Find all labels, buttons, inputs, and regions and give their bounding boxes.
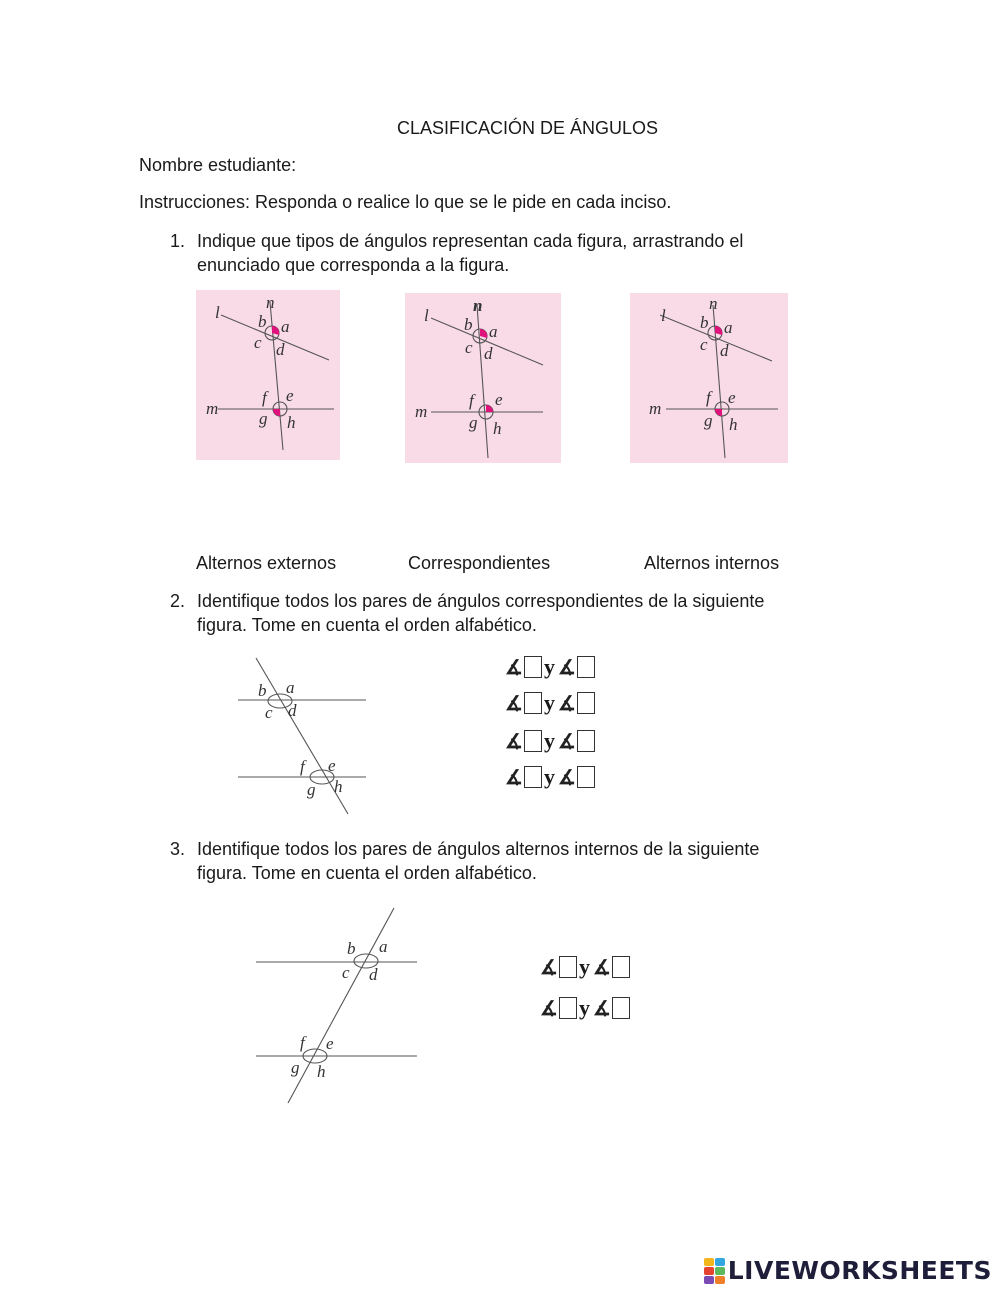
q2-text-line1: Identifique todos los pares de ángulos correspondientes de la siguiente xyxy=(197,591,765,611)
liveworksheets-logo-icon xyxy=(704,1258,725,1284)
figure-q3 xyxy=(250,905,425,1110)
svg-text:d: d xyxy=(484,344,493,363)
q2-answer-2b[interactable] xyxy=(577,692,595,714)
svg-text:m: m xyxy=(206,399,219,418)
q3-text-line1: Identifique todos los pares de ángulos alternos internos de la siguiente xyxy=(197,839,760,859)
svg-text:l: l xyxy=(215,303,220,322)
svg-text:f: f xyxy=(300,1033,305,1052)
angle-icon: ∡ xyxy=(557,766,576,789)
q2-answer-3b[interactable] xyxy=(577,730,595,752)
q2-text-line2: figura. Tome en cuenta el orden alfabético. xyxy=(197,615,537,635)
student-name-label: Nombre estudiante: xyxy=(139,155,297,175)
q3-answer-2b[interactable] xyxy=(612,997,630,1019)
svg-text:c: c xyxy=(254,333,262,352)
angle-icon: ∡ xyxy=(592,956,611,979)
q2-answer-2a[interactable] xyxy=(524,692,542,714)
brand-name: LIVEWORKSHEETS xyxy=(727,1256,992,1285)
svg-text:b: b xyxy=(347,939,356,958)
figure-1b[interactable] xyxy=(405,293,561,463)
q2-answer-4b[interactable] xyxy=(577,766,595,788)
svg-text:h: h xyxy=(334,777,343,796)
q1-text-line2: enunciado que corresponda a la figura. xyxy=(197,255,510,275)
q3-number: 3. xyxy=(169,839,185,859)
svg-text:e: e xyxy=(728,388,736,407)
svg-text:e: e xyxy=(495,390,503,409)
figure-q2 xyxy=(230,652,375,817)
svg-text:e: e xyxy=(286,386,294,405)
q2-answer-1b[interactable] xyxy=(577,656,595,678)
angle-icon: ∡ xyxy=(557,656,576,679)
svg-text:f: f xyxy=(262,388,267,407)
angle-icon: ∡ xyxy=(505,692,523,715)
svg-text:a: a xyxy=(286,678,295,697)
svg-text:h: h xyxy=(493,419,502,438)
svg-text:c: c xyxy=(265,703,273,722)
svg-text:a: a xyxy=(489,322,498,341)
svg-text:c: c xyxy=(700,335,708,354)
q2-answer-4a[interactable] xyxy=(524,766,542,788)
svg-text:d: d xyxy=(720,341,729,360)
angle-icon: ∡ xyxy=(540,997,558,1020)
svg-text:g: g xyxy=(307,780,316,799)
svg-text:g: g xyxy=(291,1058,300,1077)
svg-text:m: m xyxy=(415,402,428,421)
svg-text:l: l xyxy=(661,306,666,325)
svg-text:g: g xyxy=(259,409,268,428)
svg-text:n: n xyxy=(473,296,483,315)
q3-answer-row: ∡ y ∡ xyxy=(540,995,632,1021)
svg-text:h: h xyxy=(287,413,296,432)
svg-text:g: g xyxy=(469,413,478,432)
q2-answer-3a[interactable] xyxy=(524,730,542,752)
svg-text:h: h xyxy=(729,415,738,434)
q1-text-line1: Indique que tipos de ángulos representan cada figura, arrastrando el xyxy=(197,231,744,251)
q3-answer-row: ∡ y ∡ xyxy=(540,954,632,980)
svg-text:n: n xyxy=(709,294,718,313)
q2-answer-row: ∡ y ∡ xyxy=(505,654,597,680)
svg-text:a: a xyxy=(379,937,388,956)
svg-text:f: f xyxy=(469,391,474,410)
svg-text:c: c xyxy=(465,338,473,357)
q2-number: 2. xyxy=(169,591,185,611)
page-title: CLASIFICACIÓN DE ÁNGULOS xyxy=(396,118,659,138)
svg-text:b: b xyxy=(700,313,709,332)
q3-text-line2: figura. Tome en cuenta el orden alfabético. xyxy=(197,863,537,883)
q2-answer-row: ∡ y ∡ xyxy=(505,690,597,716)
svg-text:e: e xyxy=(326,1034,334,1053)
q3-answer-1a[interactable] xyxy=(559,956,577,978)
svg-text:b: b xyxy=(258,312,267,331)
svg-text:d: d xyxy=(276,340,285,359)
q2-answer-row: ∡ y ∡ xyxy=(505,764,597,790)
svg-text:b: b xyxy=(258,681,267,700)
angle-icon: ∡ xyxy=(505,766,523,789)
angle-icon: ∡ xyxy=(557,692,576,715)
q3-answer-2a[interactable] xyxy=(559,997,577,1019)
svg-text:e: e xyxy=(328,756,336,775)
svg-text:a: a xyxy=(281,317,290,336)
svg-text:l: l xyxy=(424,306,429,325)
figure-1c[interactable] xyxy=(630,293,788,463)
svg-text:g: g xyxy=(704,411,713,430)
q3-answer-1b[interactable] xyxy=(612,956,630,978)
q2-answer-row: ∡ y ∡ xyxy=(505,728,597,754)
svg-text:b: b xyxy=(464,315,473,334)
svg-text:d: d xyxy=(288,701,297,720)
option-correspondientes[interactable]: Correspondientes xyxy=(408,553,551,573)
svg-text:f: f xyxy=(706,388,711,407)
angle-icon: ∡ xyxy=(557,730,576,753)
svg-text:n: n xyxy=(266,293,275,312)
q2-answer-1a[interactable] xyxy=(524,656,542,678)
option-alternos-externos[interactable]: Alternos externos xyxy=(196,553,337,573)
figure-1a[interactable] xyxy=(196,290,340,460)
svg-text:a: a xyxy=(724,318,733,337)
svg-text:h: h xyxy=(317,1062,326,1081)
liveworksheets-logo xyxy=(704,1256,992,1285)
angle-icon: ∡ xyxy=(505,656,523,679)
angle-icon: ∡ xyxy=(540,956,558,979)
svg-text:c: c xyxy=(342,963,350,982)
q1-number: 1. xyxy=(169,231,185,251)
svg-text:m: m xyxy=(649,399,662,418)
option-alternos-internos[interactable]: Alternos internos xyxy=(644,553,780,573)
svg-text:f: f xyxy=(300,757,305,776)
angle-icon: ∡ xyxy=(505,730,523,753)
instructions-text: Instrucciones: Responda o realice lo que se le pide en cada inciso. xyxy=(139,192,672,212)
svg-text:d: d xyxy=(369,965,378,984)
angle-icon: ∡ xyxy=(592,997,611,1020)
